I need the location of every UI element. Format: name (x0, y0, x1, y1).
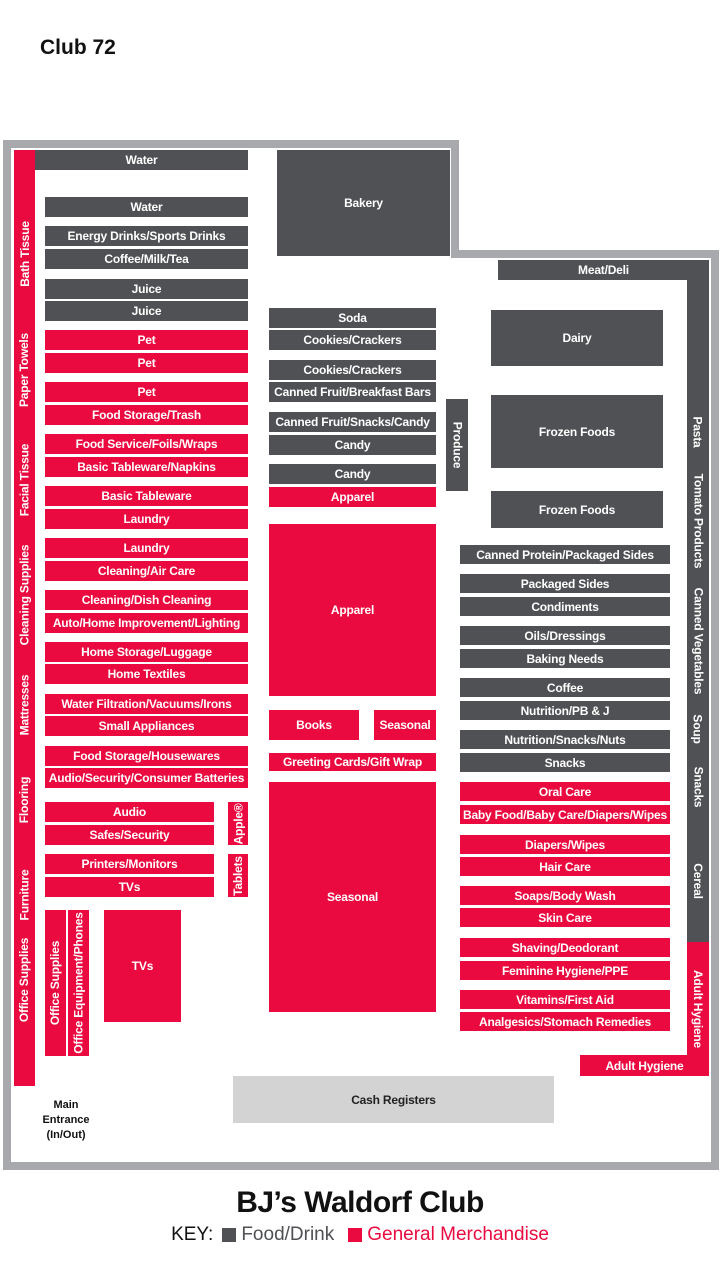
key-food-label: Food/Drink (241, 1224, 335, 1245)
section-tvs-row: TVs (45, 877, 214, 897)
section-pet-1: Pet (45, 330, 248, 350)
left-wall-cleaning-supplies: Cleaning Supplies (17, 544, 32, 646)
right-wall-canned-vegetables: Canned Vegetables (691, 587, 706, 695)
section-water-filtration: Water Filtration/Vacuums/Irons (45, 694, 248, 714)
section-pet-2: Pet (45, 353, 248, 373)
section-analgesics: Analgesics/Stomach Remedies (460, 1012, 670, 1031)
section-hair-care: Hair Care (460, 857, 670, 876)
left-wall-furniture: Furniture (17, 869, 32, 921)
section-canned-fruit-snacks-candy: Canned Fruit/Snacks/Candy (269, 412, 436, 432)
section-greeting-cards: Greeting Cards/Gift Wrap (269, 753, 436, 771)
section-coffee: Coffee (460, 678, 670, 697)
section-candy-1: Candy (269, 435, 436, 455)
key-general-label: General Merchandise (367, 1224, 549, 1245)
key-label: KEY: (171, 1224, 214, 1245)
food-swatch (222, 1228, 236, 1242)
main-entrance-label (36, 1098, 96, 1143)
section-frozen-foods-1: Frozen Foods (491, 395, 663, 468)
section-apple: Apple® (228, 802, 248, 845)
section-cookies-crackers-2: Cookies/Crackers (269, 360, 436, 380)
section-laundry-2: Laundry (45, 538, 248, 558)
entrance-line-1: Main (53, 1099, 79, 1111)
section-tablets: Tablets (228, 854, 248, 897)
section-produce: Produce (446, 399, 468, 491)
left-wall-flooring: Flooring (17, 776, 32, 824)
section-canned-protein: Canned Protein/Packaged Sides (460, 545, 670, 564)
section-skin-care: Skin Care (460, 908, 670, 927)
section-baby-food-care: Baby Food/Baby Care/Diapers/Wipes (460, 805, 670, 824)
section-auto-home-improvement: Auto/Home Improvement/Lighting (45, 613, 248, 633)
right-wall-snacks: Snacks (691, 766, 705, 808)
store-name-title: BJ’s Waldorf Club (236, 1186, 484, 1219)
section-tvs-block: TVs (104, 910, 181, 1022)
section-soda: Soda (269, 308, 436, 328)
section-basic-tableware: Basic Tableware (45, 486, 248, 506)
entrance-line-2: Entrance (42, 1114, 90, 1126)
section-food-service: Food Service/Foils/Wraps (45, 434, 248, 454)
section-safes-security: Safes/Security (45, 825, 214, 845)
section-apparel-row: Apparel (269, 487, 436, 507)
section-food-storage-trash: Food Storage/Trash (45, 405, 248, 425)
section-audio-security-batteries: Audio/Security/Consumer Batteries (45, 768, 248, 788)
left-wall-facial-tissue: Facial Tissue (17, 443, 32, 517)
right-wall-adult-hygiene: Adult Hygiene (687, 942, 709, 1076)
section-coffee-milk-tea: Coffee/Milk/Tea (45, 249, 248, 269)
section-pet-3: Pet (45, 382, 248, 402)
section-oral-care: Oral Care (460, 782, 670, 801)
section-water: Water (45, 197, 248, 217)
section-water-top: Water (35, 150, 248, 170)
left-wall-office-supplies: Office Supplies (17, 937, 32, 1023)
section-home-textiles: Home Textiles (45, 664, 248, 684)
section-food-storage-housewares: Food Storage/Housewares (45, 746, 248, 766)
section-candy-2: Candy (269, 464, 436, 484)
section-home-storage-luggage: Home Storage/Luggage (45, 642, 248, 662)
section-oils-dressings: Oils/Dressings (460, 626, 670, 645)
section-meat-deli: Meat/Deli (498, 260, 709, 280)
club-label: Club 72 (40, 36, 116, 59)
right-wall-tomato-products: Tomato Products (691, 473, 706, 569)
section-vitamins-first-aid: Vitamins/First Aid (460, 990, 670, 1009)
section-cleaning-air-care: Cleaning/Air Care (45, 561, 248, 581)
left-wall-bath-tissue: Bath Tissue (17, 221, 32, 287)
section-apparel-block: Apparel (269, 524, 436, 696)
right-wall-cereal: Cereal (691, 863, 705, 899)
section-juice-1: Juice (45, 279, 248, 299)
section-books: Books (269, 710, 359, 740)
section-nutrition-snacks-nuts: Nutrition/Snacks/Nuts (460, 730, 670, 749)
section-office-supplies: Office Supplies (45, 910, 66, 1056)
section-soaps-body-wash: Soaps/Body Wash (460, 886, 670, 905)
section-audio: Audio (45, 802, 214, 822)
left-wall-mattresses: Mattresses (17, 674, 32, 736)
section-small-appliances: Small Appliances (45, 716, 248, 736)
right-wall-pasta: Pasta (691, 416, 705, 448)
section-nutrition-pbj: Nutrition/PB & J (460, 701, 670, 720)
section-juice-2: Juice (45, 301, 248, 321)
section-snacks: Snacks (460, 753, 670, 772)
entrance-line-3: (In/Out) (46, 1129, 86, 1141)
section-feminine-hygiene: Feminine Hygiene/PPE (460, 961, 670, 980)
section-seasonal-small: Seasonal (374, 710, 436, 740)
section-bakery: Bakery (277, 150, 450, 256)
section-adult-hygiene: Adult Hygiene (580, 1055, 709, 1076)
section-shaving-deodorant: Shaving/Deodorant (460, 938, 670, 957)
section-condiments: Condiments (460, 597, 670, 616)
section-diapers-wipes: Diapers/Wipes (460, 835, 670, 854)
section-baking-needs: Baking Needs (460, 649, 670, 668)
section-printers-monitors: Printers/Monitors (45, 854, 214, 874)
section-office-equipment-phones: Office Equipment/Phones (68, 910, 89, 1056)
section-energy-drinks: Energy Drinks/Sports Drinks (45, 226, 248, 246)
general-swatch (348, 1228, 362, 1242)
section-laundry-1: Laundry (45, 509, 248, 529)
section-cookies-crackers-1: Cookies/Crackers (269, 330, 436, 350)
section-frozen-foods-2: Frozen Foods (491, 491, 663, 528)
left-wall-paper-towels: Paper Towels (17, 332, 32, 408)
section-canned-fruit-breakfast-bars: Canned Fruit/Breakfast Bars (269, 382, 436, 402)
section-seasonal-block: Seasonal (269, 782, 436, 1012)
section-cleaning-dish: Cleaning/Dish Cleaning (45, 590, 248, 610)
section-basic-tableware-napkins: Basic Tableware/Napkins (45, 457, 248, 477)
right-wall-soup: Soup (691, 714, 706, 744)
section-packaged-sides: Packaged Sides (460, 574, 670, 593)
cash-registers: Cash Registers (233, 1076, 554, 1123)
section-dairy: Dairy (491, 310, 663, 366)
map-key (0, 1224, 720, 1246)
